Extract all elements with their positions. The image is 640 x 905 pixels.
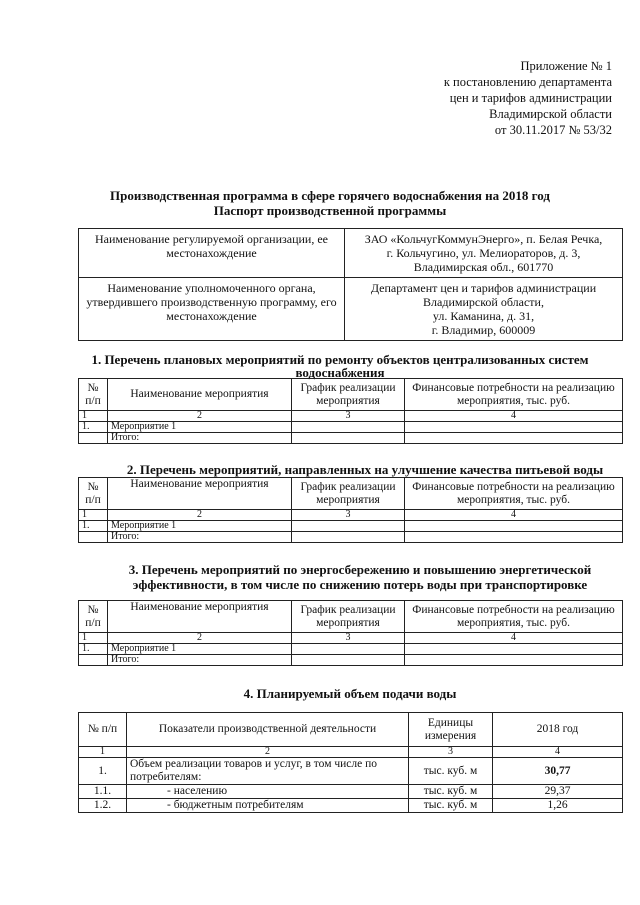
table-total-row: Итого:	[79, 433, 623, 444]
col-header-num: № п/п	[79, 379, 108, 411]
table-row: 1. Мероприятие 1	[79, 422, 623, 433]
table-header-row: № п/п Наименование мероприятия График реализации мероприятия Финансовые потребности на реализацию мероприятия, тыс. руб.	[79, 601, 623, 633]
section-1-title: 1. Перечень плановых мероприятий по ремонту объектов централизованных систем водоснабжения	[91, 352, 589, 380]
table-row: 1. Мероприятие 1	[79, 644, 623, 655]
passport-row	[79, 278, 623, 341]
passport-label: Наименование регулируемой организации, ее местонахождение	[79, 229, 345, 278]
table-row: 1.2. - бюджетным потребителям тыс. куб. м 1,26	[79, 799, 623, 813]
appendix-line: от 30.11.2017 № 53/32	[494, 123, 612, 137]
table-total-row: Итого:	[79, 532, 623, 543]
appendix-line: Приложение № 1	[520, 59, 612, 73]
table-header-row	[79, 379, 623, 411]
table-index-row: 1 2 3 4	[79, 411, 623, 422]
passport-label: Наименование уполномоченного органа, утвердившего производственную программу, его местонахождение	[79, 278, 345, 341]
col-header-finance: Финансовые потребности на реализацию мероприятия, тыс. руб.	[405, 379, 623, 411]
table-index-row: 1 2 3 4	[79, 747, 623, 758]
appendix-line: к постановлению департамента	[443, 75, 612, 89]
passport-value: ЗАО «КольчугКоммунЭнерго», п. Белая Речка, г. Кольчугино, ул. Мелиораторов, д. 3, Владимирская обл., 601770	[345, 229, 623, 278]
table-total-row: Итого:	[79, 655, 623, 666]
subtitle-line: Паспорт производственной программы	[213, 203, 447, 218]
document-title	[40, 188, 620, 218]
section-4-table	[78, 712, 623, 813]
passport-table	[78, 228, 623, 341]
table-row: 1.1. - населению тыс. куб. м 29,37	[79, 785, 623, 799]
section-2-table	[78, 477, 623, 543]
appendix-line: цен и тарифов администрации	[449, 91, 612, 105]
col-header-year: 2018 год	[493, 713, 623, 747]
table-row: 1. Мероприятие 1	[79, 521, 623, 532]
table-header-row	[79, 713, 623, 747]
section-3-title: 3. Перечень мероприятий по энергосбережению и повышению энергетической эффективности, в том числе по снижению потерь воды при транспортировке	[128, 562, 592, 592]
passport-row	[79, 229, 623, 278]
col-header-schedule: График реализации мероприятия	[292, 379, 405, 411]
section-1-table	[78, 378, 623, 444]
appendix-header	[400, 58, 612, 138]
col-header-num: № п/п	[79, 713, 127, 747]
col-header-indicator: Показатели производственной деятельности	[127, 713, 409, 747]
passport-value: Департамент цен и тарифов администрации Владимирской области, ул. Каманина, д. 31, г. Владимир, 600009	[345, 278, 623, 341]
col-header-name: Наименование мероприятия	[108, 379, 292, 411]
table-header-row: № п/п Наименование мероприятия График реализации мероприятия Финансовые потребности на реализацию мероприятия, тыс. руб.	[79, 478, 623, 510]
table-index-row: 1 2 3 4	[79, 510, 623, 521]
appendix-line: Владимирской области	[489, 107, 612, 121]
section-4-title: 4. Планируемый объем подачи воды	[243, 686, 457, 701]
table-index-row: 1 2 3 4	[79, 633, 623, 644]
section-2-title: 2. Перечень мероприятий, направленных на улучшение качества питьевой воды	[126, 462, 604, 477]
col-header-unit: Единицы измерения	[409, 713, 493, 747]
table-row: 1. Объем реализации товаров и услуг, в том числе по потребителям: тыс. куб. м 30,77	[79, 758, 623, 785]
section-3-table	[78, 600, 623, 666]
title-line: Производственная программа в сфере горячего водоснабжения на 2018 год	[110, 188, 550, 203]
